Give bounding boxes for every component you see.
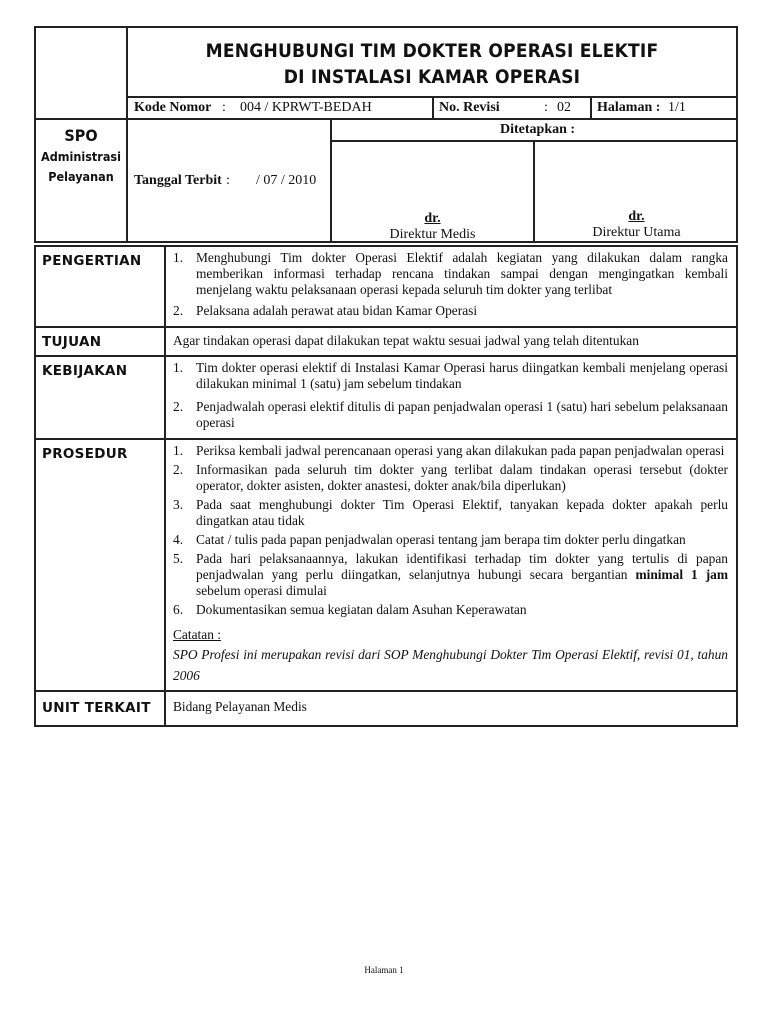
item-number: 4. — [173, 532, 184, 547]
no-revisi-value: 02 — [557, 100, 571, 115]
item-text: Catat / tulis pada papan penjadwalan operasi tentang jam berapa tim dokter perlu dingatkan — [196, 532, 686, 547]
item-text: Periksa kembali jadwal perencanaan operasi yang akan dilakukan pada papan penjadwalan operasi — [196, 443, 725, 458]
item-number: 1. — [173, 250, 184, 265]
item-number: 6. — [173, 602, 184, 617]
document-title — [128, 38, 736, 90]
signature-2-name: dr. — [628, 209, 645, 224]
item-number: 2. — [173, 462, 184, 477]
ditetapkan-label: Ditetapkan : — [500, 122, 576, 137]
list-item — [173, 443, 728, 459]
kode-nomor-label: Kode Nomor — [134, 100, 212, 115]
section-label-unit-terkait: UNIT TERKAIT — [35, 691, 165, 726]
section-content-kebijakan — [165, 356, 737, 439]
list-item — [173, 532, 728, 548]
list-item — [173, 399, 728, 431]
section-kebijakan — [35, 356, 737, 439]
title-line-1: MENGHUBUNGI TIM DOKTER OPERASI ELEKTIF — [205, 40, 659, 62]
list-item — [173, 250, 728, 298]
kode-nomor-separator: : — [222, 100, 226, 115]
section-label-tujuan: TUJUAN — [35, 327, 165, 356]
procedure-table — [34, 245, 738, 727]
tujuan-text: Agar tindakan operasi dapat dilakukan tepat waktu sesuai jadwal yang telah ditentukan — [173, 333, 639, 348]
tanggal-terbit-separator: : — [226, 173, 230, 188]
spo-label: SPO — [64, 126, 98, 145]
spo-category-line-1: Administrasi — [41, 149, 121, 164]
page-footer: Halaman 1 — [364, 965, 404, 975]
section-unit-terkait — [35, 691, 737, 726]
section-content-unit-terkait — [165, 691, 737, 726]
item-text: Menghubungi Tim dokter Operasi Elektif adalah kegiatan yang dilakukan dalam rangka memberikan informasi terhadap rencana tindakan sampai dengan mengingatkan kembali menjelang waktu pelaksanaan operasi kepada seluruh tim dokter yang terlibat — [196, 250, 728, 297]
tanggal-terbit-value: / 07 / 2010 — [256, 173, 317, 188]
spo-block — [36, 120, 126, 185]
document-header — [34, 26, 738, 243]
section-pengertian — [35, 246, 737, 327]
section-prosedur — [35, 439, 737, 691]
section-label-kebijakan: KEBIJAKAN — [35, 356, 165, 439]
title-line-2: DI INSTALASI KAMAR OPERASI — [283, 66, 581, 88]
item-number: 1. — [173, 360, 184, 375]
item-number: 5. — [173, 551, 184, 566]
section-tujuan — [35, 327, 737, 356]
halaman-label: Halaman : — [597, 100, 661, 115]
item-text: Informasikan pada seluruh tim dokter yang terlibat dalam tindakan operasi tersebut (dokter operator, dokter asisten, dokter anastesi, dokter anak/bila diperlukan) — [196, 462, 728, 493]
item-text: Dokumentasikan semua kegiatan dalam Asuhan Keperawatan — [196, 602, 527, 617]
spo-category-line-2: Pelayanan — [48, 169, 114, 184]
no-revisi-separator: : — [544, 100, 548, 115]
list-item — [173, 602, 728, 618]
item-text: Penjadwalah operasi elektif ditulis di papan penjadwalan operasi 1 (satu) hari sebelum pelaksanaan operasi — [196, 399, 728, 430]
item-number: 2. — [173, 303, 184, 318]
item-text: Pelaksana adalah perawat atau bidan Kamar Operasi — [196, 303, 478, 318]
item-number: 1. — [173, 443, 184, 458]
unit-terkait-text: Bidang Pelayanan Medis — [173, 699, 307, 714]
catatan-text: SPO Profesi ini merupakan revisi dari SOP Menghubungi Dokter Tim Operasi Elektif, revisi 01, tahun 2006 — [173, 647, 728, 683]
section-content-tujuan — [165, 327, 737, 356]
item-number: 2. — [173, 399, 184, 414]
item-number: 3. — [173, 497, 184, 512]
section-label-prosedur: PROSEDUR — [35, 439, 165, 691]
tanggal-terbit-label: Tanggal Terbit — [134, 173, 222, 188]
no-revisi-label: No. Revisi — [439, 100, 500, 115]
section-content-prosedur — [165, 439, 737, 691]
item-text: Pada saat menghubungi dokter Tim Operasi Elektif, tanyakan kepada dokter apakah perlu dingatkan atau tidak — [196, 497, 728, 528]
list-item — [173, 303, 728, 319]
item-text: Tim dokter operasi elektif di Instalasi Kamar Operasi harus diingatkan kembali menjelang operasi dilakukan minimal 1 (satu) jam sebelum tindakan — [196, 360, 728, 391]
signature-1-name: dr. — [424, 211, 441, 226]
item-text-part: sebelum operasi dimulai — [196, 583, 327, 598]
list-item — [173, 360, 728, 392]
item-text-part: Pada hari pelaksanaannya, lakukan identifikasi terhadap tim dokter yang tertulis di papan penjadwalan yang perlu diingatkan, selanjutnya hubungi secara bergantian — [196, 551, 728, 582]
item-text — [196, 551, 728, 599]
item-text-emphasis: minimal 1 jam — [635, 567, 729, 582]
list-item — [173, 462, 728, 494]
list-item — [173, 497, 728, 529]
halaman-value: 1/1 — [668, 100, 686, 115]
section-content-pengertian — [165, 246, 737, 327]
signature-1-title: Direktur Medis — [389, 227, 476, 242]
kode-nomor-value: 004 / KPRWT-BEDAH — [240, 100, 372, 115]
sop-document — [34, 26, 738, 727]
signature-2-title: Direktur Utama — [592, 225, 681, 240]
section-label-pengertian: PENGERTIAN — [35, 246, 165, 327]
list-item — [173, 551, 728, 599]
catatan-label: Catatan : — [173, 627, 221, 642]
